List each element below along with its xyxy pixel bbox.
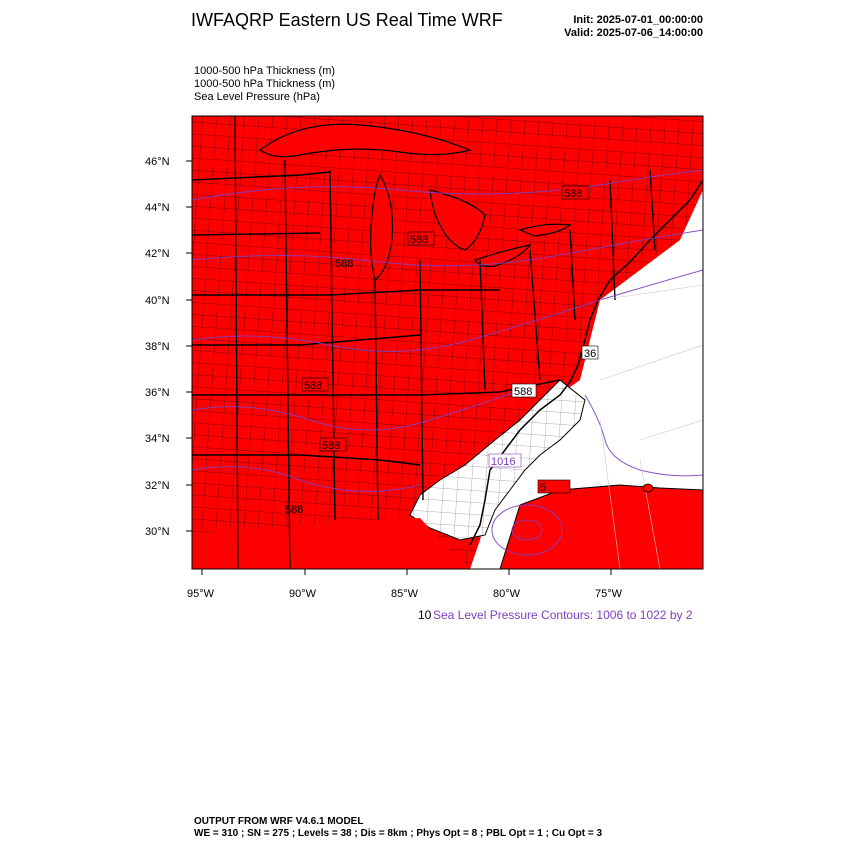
offshore-marker bbox=[643, 484, 653, 492]
lat-label-42: 42°N bbox=[145, 248, 170, 260]
map-label-8: 36 bbox=[584, 348, 597, 360]
longitude-labels bbox=[187, 588, 623, 600]
variable-label-slp: Sea Level Pressure (hPa) bbox=[194, 91, 320, 103]
lon-ticks bbox=[202, 569, 611, 575]
thickness-contour-info: 10 bbox=[418, 608, 432, 622]
lat-label-38: 38°N bbox=[145, 341, 170, 353]
footer-settings: WE = 310 ; SN = 275 ; Levels = 38 ; Dis = 8km ; Phys Opt = 8 ; PBL Opt = 1 ; Cu Opt = 3 bbox=[194, 828, 603, 839]
map-label-3: 588 bbox=[335, 258, 354, 270]
init-time: Init: 2025-07-01_00:00:00 bbox=[573, 14, 703, 26]
lat-ticks bbox=[186, 161, 192, 531]
lon-label-95: 95°W bbox=[187, 588, 215, 600]
lat-label-46: 46°N bbox=[145, 156, 170, 168]
lon-label-80: 80°W bbox=[493, 588, 521, 600]
lat-label-34: 34°N bbox=[145, 433, 170, 445]
lon-label-75: 75°W bbox=[595, 588, 623, 600]
lat-label-40: 40°N bbox=[145, 295, 170, 307]
map-label-7: 588 bbox=[285, 504, 304, 516]
variable-label-thickness-1: 1000-500 hPa Thickness (m) bbox=[194, 65, 336, 77]
map-label-5: 588 bbox=[514, 386, 533, 398]
lat-label-44: 44°N bbox=[145, 202, 170, 214]
map-label-2: 588 bbox=[410, 234, 429, 246]
map-label-4: 588 bbox=[304, 380, 323, 392]
map-label-9: 1016 bbox=[491, 456, 516, 468]
slp-contour-info: Sea Level Pressure Contours: 1006 to 1022 by 2 bbox=[433, 608, 693, 622]
lat-label-36: 36°N bbox=[145, 387, 170, 399]
footer-model: OUTPUT FROM WRF V4.6.1 MODEL bbox=[194, 816, 364, 827]
lat-label-30: 30°N bbox=[145, 526, 170, 538]
map-label-1: 588 bbox=[564, 188, 583, 200]
latitude-labels bbox=[145, 156, 170, 538]
map-label-10: 5 bbox=[540, 482, 547, 494]
lon-label-85: 85°W bbox=[391, 588, 419, 600]
plot-title: IWFAQRP Eastern US Real Time WRF bbox=[191, 10, 503, 30]
lon-label-90: 90°W bbox=[289, 588, 317, 600]
valid-time: Valid: 2025-07-06_14:00:00 bbox=[564, 27, 703, 39]
map-label-6: 588 bbox=[322, 440, 341, 452]
lat-label-32: 32°N bbox=[145, 480, 170, 492]
variable-label-thickness-2: 1000-500 hPa Thickness (m) bbox=[194, 78, 336, 90]
